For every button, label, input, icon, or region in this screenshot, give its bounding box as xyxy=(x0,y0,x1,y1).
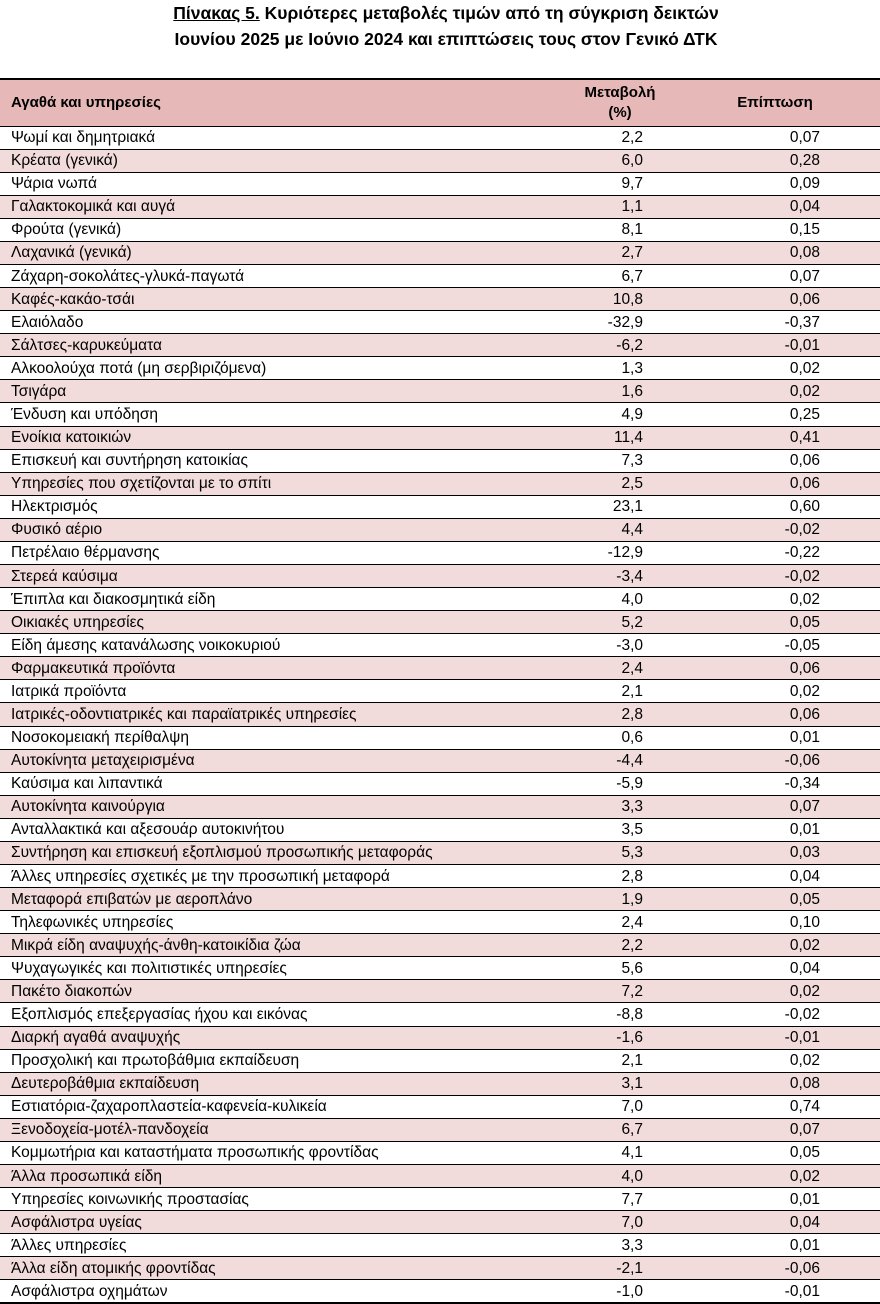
table-row xyxy=(0,588,880,611)
table-row xyxy=(0,957,880,980)
row-name: Ιατρικά προϊόντα xyxy=(0,680,570,703)
table-row xyxy=(0,680,880,703)
table-row xyxy=(0,911,880,934)
row-impact: -0,06 xyxy=(670,1257,880,1280)
row-impact: 0,02 xyxy=(670,934,880,957)
row-name: Γαλακτοκομικά και αυγά xyxy=(0,195,570,218)
table-row xyxy=(0,1141,880,1164)
row-impact: 0,02 xyxy=(670,680,880,703)
table-row xyxy=(0,541,880,564)
row-change: 0,6 xyxy=(570,726,670,749)
table-row xyxy=(0,865,880,888)
row-name: Διαρκή αγαθά αναψυχής xyxy=(0,1026,570,1049)
row-name: Φαρμακευτικά προϊόντα xyxy=(0,657,570,680)
row-name: Κομμωτήρια και καταστήματα προσωπικής φροντίδας xyxy=(0,1141,570,1164)
row-change: 1,1 xyxy=(570,195,670,218)
row-change: 2,7 xyxy=(570,241,670,264)
row-change: 1,3 xyxy=(570,357,670,380)
row-name: Ενοίκια κατοικιών xyxy=(0,426,570,449)
row-impact: 0,06 xyxy=(670,472,880,495)
table-row xyxy=(0,218,880,241)
row-impact: 0,05 xyxy=(670,888,880,911)
row-impact: 0,04 xyxy=(670,1211,880,1234)
row-impact: 0,74 xyxy=(670,1095,880,1118)
table-row xyxy=(0,403,880,426)
row-change: 2,4 xyxy=(570,657,670,680)
table-header-row xyxy=(0,79,880,126)
row-name: Σάλτσες-καρυκεύματα xyxy=(0,334,570,357)
row-impact: 0,06 xyxy=(670,449,880,472)
table-row xyxy=(0,126,880,149)
row-change: -5,9 xyxy=(570,772,670,795)
title-line-1 xyxy=(6,2,880,24)
row-change: 23,1 xyxy=(570,495,670,518)
row-change: 7,3 xyxy=(570,449,670,472)
row-change: 2,5 xyxy=(570,472,670,495)
row-change: 5,6 xyxy=(570,957,670,980)
row-name: Εξοπλισμός επεξεργασίας ήχου και εικόνας xyxy=(0,1003,570,1026)
row-impact: 0,01 xyxy=(670,1188,880,1211)
row-name: Ανταλλακτικά και αξεσουάρ αυτοκινήτου xyxy=(0,818,570,841)
row-change: -8,8 xyxy=(570,1003,670,1026)
table-row xyxy=(0,703,880,726)
row-change: 10,8 xyxy=(570,288,670,311)
row-name: Άλλα προσωπικά είδη xyxy=(0,1165,570,1188)
row-change: -32,9 xyxy=(570,311,670,334)
table-row xyxy=(0,795,880,818)
table-row xyxy=(0,1257,880,1280)
row-impact: -0,02 xyxy=(670,1003,880,1026)
row-impact: 0,02 xyxy=(670,380,880,403)
row-impact: 0,06 xyxy=(670,657,880,680)
row-impact: 0,06 xyxy=(670,288,880,311)
table-row xyxy=(0,1165,880,1188)
row-name: Αλκοολούχα ποτά (μη σερβιριζόμενα) xyxy=(0,357,570,380)
row-impact: 0,05 xyxy=(670,1141,880,1164)
price-changes-table xyxy=(0,78,880,1304)
header-goods-services: Αγαθά και υπηρεσίες xyxy=(0,79,570,126)
row-impact: 0,01 xyxy=(670,726,880,749)
row-name: Άλλες υπηρεσίες σχετικές με την προσωπική μεταφορά xyxy=(0,865,570,888)
header-change-label: Μεταβολή xyxy=(584,83,656,101)
row-impact: 0,02 xyxy=(670,588,880,611)
row-change: 7,7 xyxy=(570,1188,670,1211)
row-impact: -0,06 xyxy=(670,749,880,772)
table-row xyxy=(0,472,880,495)
row-name: Ζάχαρη-σοκολάτες-γλυκά-παγωτά xyxy=(0,264,570,287)
row-name: Προσχολική και πρωτοβάθμια εκπαίδευση xyxy=(0,1049,570,1072)
row-change: -4,4 xyxy=(570,749,670,772)
row-name: Έπιπλα και διακοσμητικά είδη xyxy=(0,588,570,611)
table-row xyxy=(0,195,880,218)
row-change: 2,2 xyxy=(570,126,670,149)
row-impact: 0,04 xyxy=(670,957,880,980)
row-impact: 0,02 xyxy=(670,1049,880,1072)
table-row xyxy=(0,311,880,334)
table-row xyxy=(0,449,880,472)
table-row xyxy=(0,564,880,587)
row-name: Ένδυση και υπόδηση xyxy=(0,403,570,426)
table-row xyxy=(0,288,880,311)
table-row xyxy=(0,1280,880,1303)
row-name: Υπηρεσίες κοινωνικής προστασίας xyxy=(0,1188,570,1211)
row-impact: 0,08 xyxy=(670,1072,880,1095)
row-change: 2,1 xyxy=(570,1049,670,1072)
table-row xyxy=(0,380,880,403)
table-row xyxy=(0,334,880,357)
row-change: 4,1 xyxy=(570,1141,670,1164)
table-row xyxy=(0,657,880,680)
table-row xyxy=(0,1188,880,1211)
row-change: -3,0 xyxy=(570,634,670,657)
row-name: Κρέατα (γενικά) xyxy=(0,149,570,172)
row-name: Οικιακές υπηρεσίες xyxy=(0,611,570,634)
row-name: Αυτοκίνητα μεταχειρισμένα xyxy=(0,749,570,772)
row-change: 4,0 xyxy=(570,588,670,611)
row-change: 7,2 xyxy=(570,980,670,1003)
table-row xyxy=(0,264,880,287)
table-row xyxy=(0,888,880,911)
row-impact: 0,03 xyxy=(670,841,880,864)
row-change: 6,7 xyxy=(570,1118,670,1141)
row-name: Συντήρηση και επισκευή εξοπλισμού προσωπικής μεταφοράς xyxy=(0,841,570,864)
table-row xyxy=(0,149,880,172)
row-change: 8,1 xyxy=(570,218,670,241)
row-change: 7,0 xyxy=(570,1211,670,1234)
row-name: Ψωμί και δημητριακά xyxy=(0,126,570,149)
row-name: Στερεά καύσιμα xyxy=(0,564,570,587)
table-row xyxy=(0,1049,880,1072)
row-name: Λαχανικά (γενικά) xyxy=(0,241,570,264)
row-change: 3,5 xyxy=(570,818,670,841)
table-row xyxy=(0,1211,880,1234)
row-change: -6,2 xyxy=(570,334,670,357)
row-impact: 0,41 xyxy=(670,426,880,449)
table-row xyxy=(0,611,880,634)
table-row xyxy=(0,518,880,541)
title-line-2: Ιουνίου 2025 με Ιούνιο 2024 και επιπτώσεις τους στον Γενικό ΔΤΚ xyxy=(174,29,718,49)
row-impact: -0,01 xyxy=(670,1026,880,1049)
header-change xyxy=(570,79,670,126)
row-impact: -0,02 xyxy=(670,518,880,541)
table-row xyxy=(0,1003,880,1026)
row-name: Φρούτα (γενικά) xyxy=(0,218,570,241)
row-change: -2,1 xyxy=(570,1257,670,1280)
row-name: Είδη άμεσης κατανάλωσης νοικοκυριού xyxy=(0,634,570,657)
row-name: Ιατρικές-οδοντιατρικές και παραϊατρικές υπηρεσίες xyxy=(0,703,570,726)
table-row xyxy=(0,749,880,772)
row-change: 3,1 xyxy=(570,1072,670,1095)
row-name: Ξενοδοχεία-μοτέλ-πανδοχεία xyxy=(0,1118,570,1141)
row-name: Πακέτο διακοπών xyxy=(0,980,570,1003)
row-impact: 0,08 xyxy=(670,241,880,264)
table-row xyxy=(0,980,880,1003)
row-impact: 0,01 xyxy=(670,818,880,841)
table-row xyxy=(0,241,880,264)
title-line-1-text: Κυριότερες μεταβολές τιμών από τη σύγκριση δεικτών xyxy=(259,3,719,23)
table-row xyxy=(0,1234,880,1257)
row-name: Αυτοκίνητα καινούργια xyxy=(0,795,570,818)
row-change: 1,6 xyxy=(570,380,670,403)
row-impact: 0,60 xyxy=(670,495,880,518)
table-row xyxy=(0,172,880,195)
row-change: 5,3 xyxy=(570,841,670,864)
row-change: 6,7 xyxy=(570,264,670,287)
row-change: 2,8 xyxy=(570,865,670,888)
row-change: -1,0 xyxy=(570,1280,670,1303)
row-name: Νοσοκομειακή περίθαλψη xyxy=(0,726,570,749)
row-name: Μικρά είδη αναψυχής-άνθη-κατοικίδια ζώα xyxy=(0,934,570,957)
row-impact: 0,02 xyxy=(670,357,880,380)
row-change: -12,9 xyxy=(570,541,670,564)
row-change: 4,4 xyxy=(570,518,670,541)
row-change: 4,9 xyxy=(570,403,670,426)
row-name: Ψάρια νωπά xyxy=(0,172,570,195)
header-change-unit: (%) xyxy=(608,103,632,121)
row-impact: 0,09 xyxy=(670,172,880,195)
table-row xyxy=(0,726,880,749)
table-number: Πίνακας 5. xyxy=(173,3,260,23)
table-row xyxy=(0,357,880,380)
row-change: 1,9 xyxy=(570,888,670,911)
row-name: Άλλα είδη ατομικής φροντίδας xyxy=(0,1257,570,1280)
row-change: 11,4 xyxy=(570,426,670,449)
row-impact: 0,07 xyxy=(670,1118,880,1141)
row-impact: 0,07 xyxy=(670,264,880,287)
row-name: Τηλεφωνικές υπηρεσίες xyxy=(0,911,570,934)
row-change: 5,2 xyxy=(570,611,670,634)
row-change: -3,4 xyxy=(570,564,670,587)
row-name: Πετρέλαιο θέρμανσης xyxy=(0,541,570,564)
row-name: Ασφάλιστρα υγείας xyxy=(0,1211,570,1234)
table-row xyxy=(0,426,880,449)
table-row xyxy=(0,841,880,864)
row-change: 3,3 xyxy=(570,795,670,818)
row-impact: -0,34 xyxy=(670,772,880,795)
row-impact: -0,22 xyxy=(670,541,880,564)
row-name: Τσιγάρα xyxy=(0,380,570,403)
table-row xyxy=(0,934,880,957)
header-impact: Επίπτωση xyxy=(670,79,880,126)
row-impact: 0,28 xyxy=(670,149,880,172)
table-title xyxy=(0,0,880,78)
row-change: 2,8 xyxy=(570,703,670,726)
table-row xyxy=(0,1118,880,1141)
row-name: Ηλεκτρισμός xyxy=(0,495,570,518)
table-row xyxy=(0,1095,880,1118)
row-change: 4,0 xyxy=(570,1165,670,1188)
row-impact: -0,02 xyxy=(670,564,880,587)
table-row xyxy=(0,1026,880,1049)
row-impact: 0,01 xyxy=(670,1234,880,1257)
row-impact: 0,10 xyxy=(670,911,880,934)
row-impact: 0,02 xyxy=(670,1165,880,1188)
row-impact: 0,04 xyxy=(670,865,880,888)
row-name: Ελαιόλαδο xyxy=(0,311,570,334)
row-change: 2,1 xyxy=(570,680,670,703)
table-row xyxy=(0,1072,880,1095)
row-change: -1,6 xyxy=(570,1026,670,1049)
row-impact: -0,01 xyxy=(670,1280,880,1303)
row-name: Επισκευή και συντήρηση κατοικίας xyxy=(0,449,570,472)
row-impact: 0,07 xyxy=(670,126,880,149)
row-impact: -0,05 xyxy=(670,634,880,657)
row-name: Καύσιμα και λιπαντικά xyxy=(0,772,570,795)
row-change: 6,0 xyxy=(570,149,670,172)
row-impact: 0,04 xyxy=(670,195,880,218)
row-name: Ψυχαγωγικές και πολιτιστικές υπηρεσίες xyxy=(0,957,570,980)
row-change: 2,4 xyxy=(570,911,670,934)
row-impact: 0,05 xyxy=(670,611,880,634)
row-name: Φυσικό αέριο xyxy=(0,518,570,541)
row-name: Καφές-κακάο-τσάι xyxy=(0,288,570,311)
row-change: 9,7 xyxy=(570,172,670,195)
row-impact: 0,25 xyxy=(670,403,880,426)
row-change: 7,0 xyxy=(570,1095,670,1118)
row-name: Δευτεροβάθμια εκπαίδευση xyxy=(0,1072,570,1095)
row-change: 2,2 xyxy=(570,934,670,957)
row-name: Ασφάλιστρα οχημάτων xyxy=(0,1280,570,1303)
row-impact: 0,06 xyxy=(670,703,880,726)
row-impact: 0,02 xyxy=(670,980,880,1003)
table-row xyxy=(0,495,880,518)
table-row xyxy=(0,818,880,841)
row-impact: -0,01 xyxy=(670,334,880,357)
table-body xyxy=(0,126,880,1303)
table-row xyxy=(0,772,880,795)
row-change: 3,3 xyxy=(570,1234,670,1257)
row-impact: 0,07 xyxy=(670,795,880,818)
row-name: Εστιατόρια-ζαχαροπλαστεία-καφενεία-κυλικεία xyxy=(0,1095,570,1118)
row-impact: 0,15 xyxy=(670,218,880,241)
row-name: Υπηρεσίες που σχετίζονται με το σπίτι xyxy=(0,472,570,495)
row-name: Μεταφορά επιβατών με αεροπλάνο xyxy=(0,888,570,911)
row-name: Άλλες υπηρεσίες xyxy=(0,1234,570,1257)
row-impact: -0,37 xyxy=(670,311,880,334)
table-row xyxy=(0,634,880,657)
